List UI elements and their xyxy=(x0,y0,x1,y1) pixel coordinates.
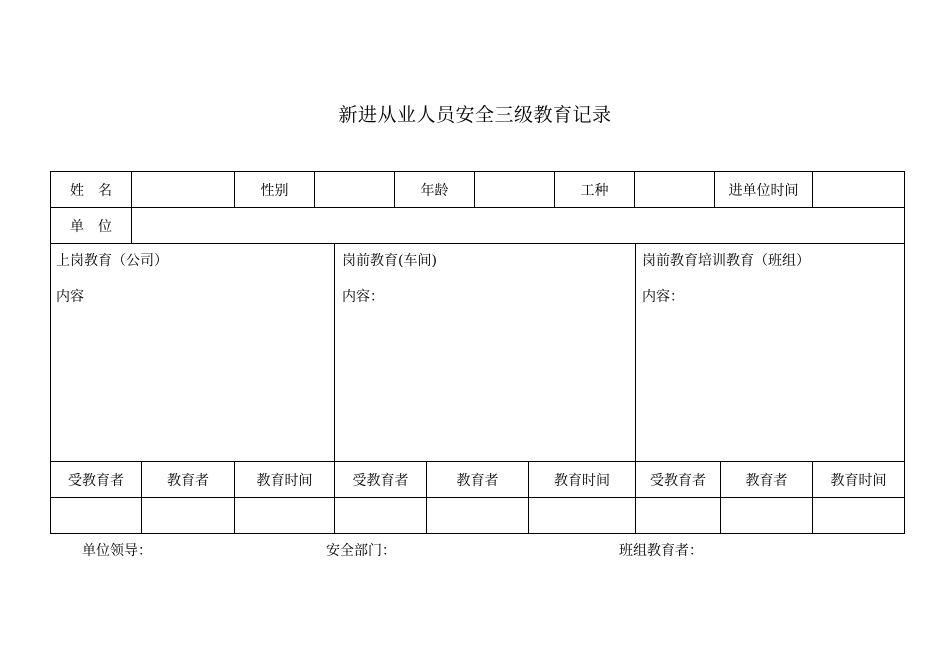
section-heading-company: 上岗教育（公司） xyxy=(56,253,168,269)
sign-value-field[interactable] xyxy=(335,498,426,533)
section-content-label-team: 内容： xyxy=(642,289,684,305)
unit-label: 单 位 xyxy=(70,218,112,235)
sign-header-trainee: 受教育者 xyxy=(68,472,124,489)
section-heading-team: 岗前教育培训教育（班组） xyxy=(642,253,810,269)
sign-value-field[interactable] xyxy=(142,498,234,533)
table-border-bottom xyxy=(50,533,905,534)
sign-header-educator: 教育者 xyxy=(745,472,788,489)
sign-value-field[interactable] xyxy=(636,498,720,533)
sign-header-time: 教育时间 xyxy=(256,472,313,489)
age-label: 年龄 xyxy=(420,182,449,199)
sign-header-time: 教育时间 xyxy=(830,472,887,489)
row-divider xyxy=(50,243,905,244)
section-content-label-company: 内容 xyxy=(56,289,84,305)
sign-value-field[interactable] xyxy=(235,498,334,533)
sign-header-time: 教育时间 xyxy=(554,472,610,489)
entry-time-value-field[interactable] xyxy=(813,172,904,207)
unit-value-field[interactable] xyxy=(132,208,904,243)
section-heading-workshop: 岗前教育(车间) xyxy=(342,253,437,269)
sign-value-field[interactable] xyxy=(51,498,141,533)
section-content-label-workshop: 内容： xyxy=(342,289,384,305)
sign-value-field[interactable] xyxy=(427,498,528,533)
sign-header-trainee: 受教育者 xyxy=(650,472,706,489)
name-label: 姓 名 xyxy=(70,182,112,199)
sign-value-field[interactable] xyxy=(529,498,635,533)
job-type-value-field[interactable] xyxy=(635,172,714,207)
name-value-field[interactable] xyxy=(132,172,234,207)
age-value-field[interactable] xyxy=(475,172,554,207)
job-type-label: 工种 xyxy=(580,182,609,199)
sign-header-educator: 教育者 xyxy=(167,472,209,489)
gender-label: 性别 xyxy=(260,182,289,199)
sign-header-trainee: 受教育者 xyxy=(352,472,409,489)
footer-unit-leader: 单位领导： xyxy=(82,543,152,559)
sign-header-educator: 教育者 xyxy=(456,472,499,489)
footer-team-educator: 班组教育者： xyxy=(619,543,703,559)
footer-safety-dept: 安全部门： xyxy=(326,543,396,559)
gender-value-field[interactable] xyxy=(315,172,394,207)
document-title: 新进从业人员安全三级教育记录 xyxy=(338,104,612,126)
sign-value-field[interactable] xyxy=(721,498,812,533)
entry-time-label: 进单位时间 xyxy=(728,182,799,199)
sign-value-field[interactable] xyxy=(813,498,904,533)
table-border-right xyxy=(904,171,905,534)
